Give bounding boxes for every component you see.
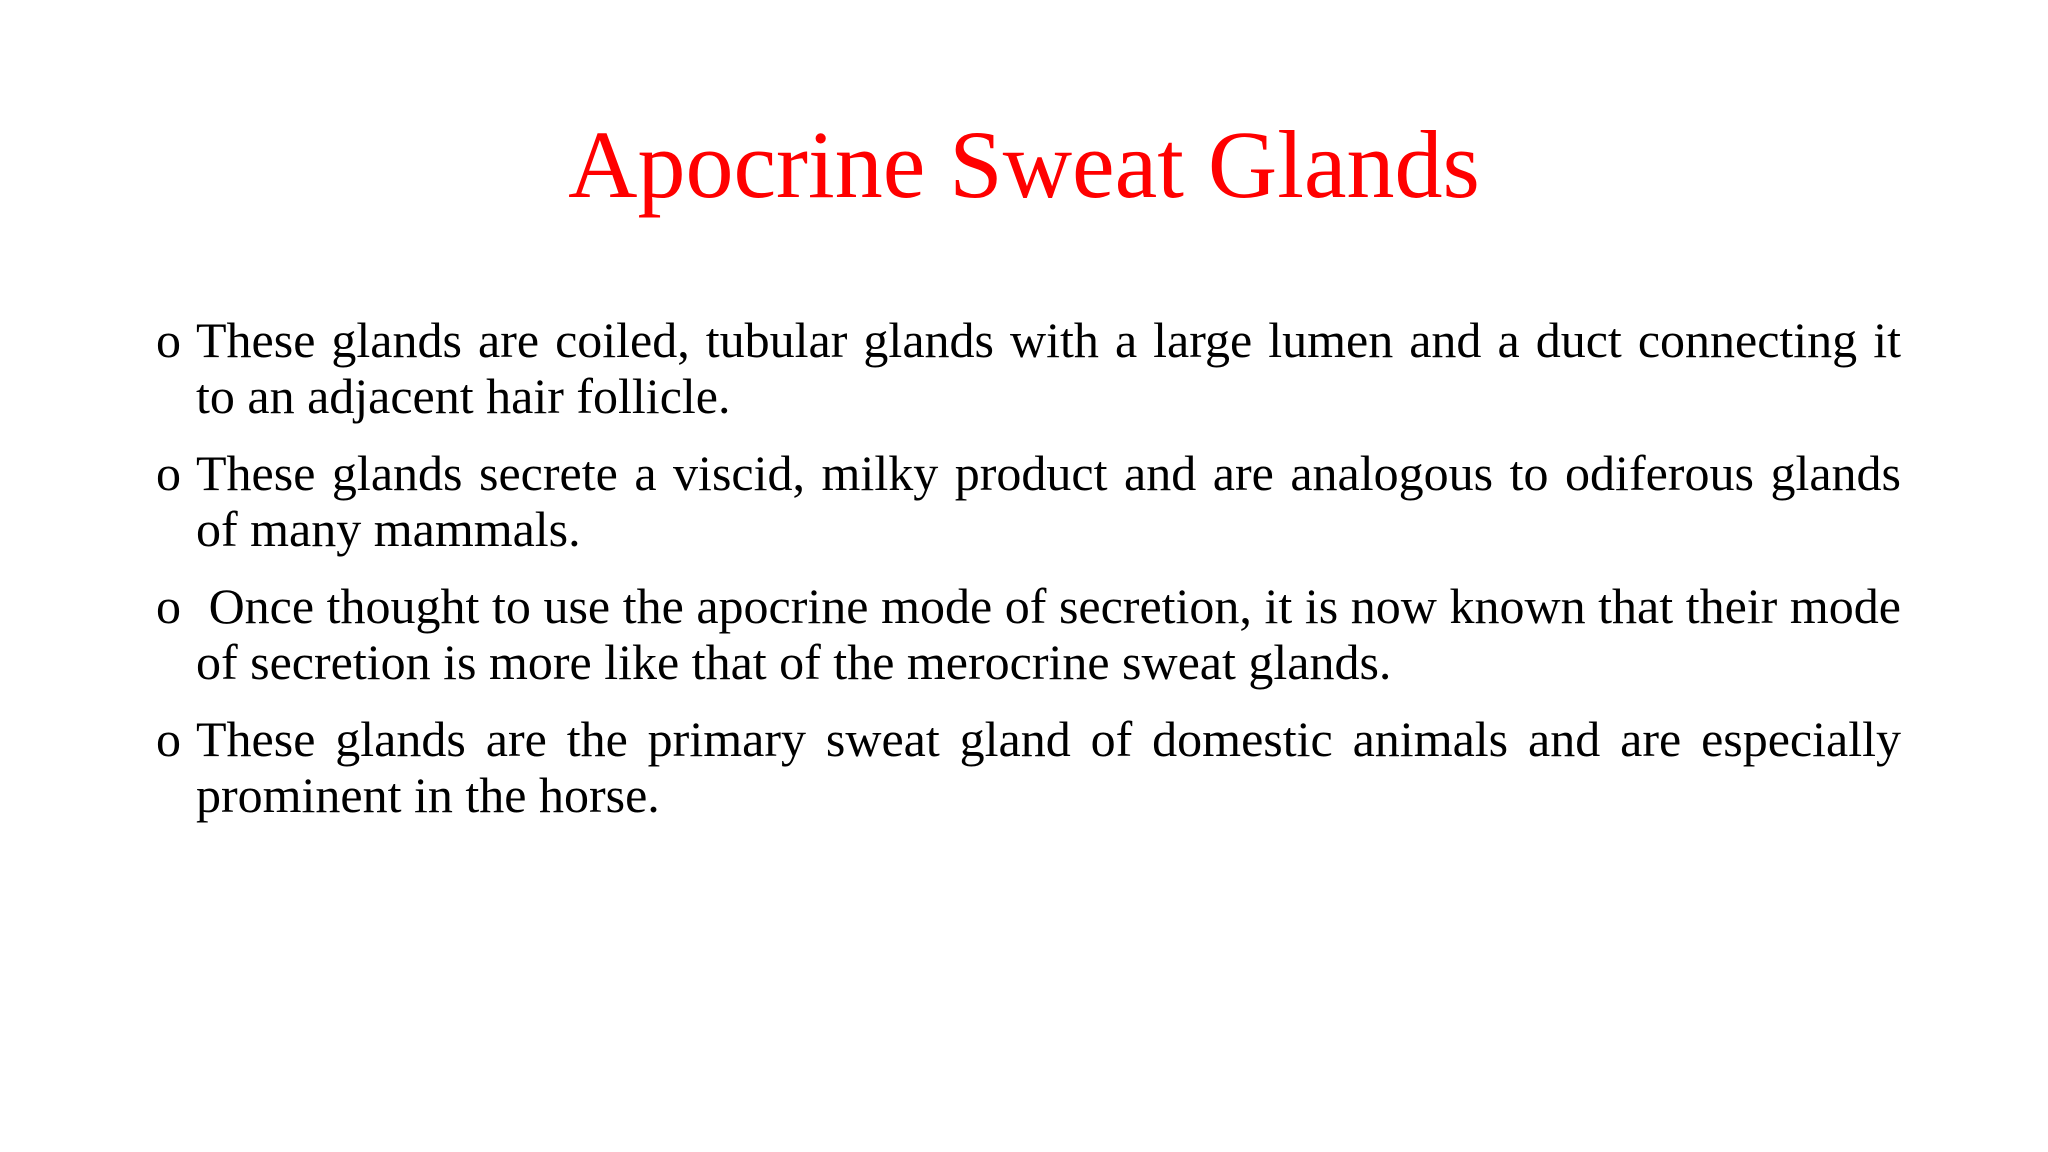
bullet-marker-icon: o (156, 445, 181, 501)
bullet-item (156, 711, 1901, 823)
bullet-item (156, 578, 1914, 690)
slide-title: Apocrine Sweat Glands (568, 111, 1480, 218)
bullet-text: These glands secrete a viscid, milky product and are analogous to odiferous glands of many mammals. (196, 445, 1901, 557)
bullet-item (156, 312, 1901, 424)
bullet-marker-icon: o (156, 312, 181, 368)
bullet-text: These glands are coiled, tubular glands with a large lumen and a duct connecting it to an adjacent hair follicle. (196, 312, 1901, 424)
bullet-marker-icon: o (156, 578, 181, 634)
bullet-item (156, 445, 1901, 557)
bullet-list (156, 312, 1914, 844)
bullet-text: Once thought to use the apocrine mode of secretion, it is now known that their mode of secretion is more like that of the merocrine sweat glands. (196, 578, 1914, 690)
bullet-marker-icon: o (156, 711, 181, 767)
bullet-text: These glands are the primary sweat gland of domestic animals and are especially prominent in the horse. (196, 711, 1901, 823)
